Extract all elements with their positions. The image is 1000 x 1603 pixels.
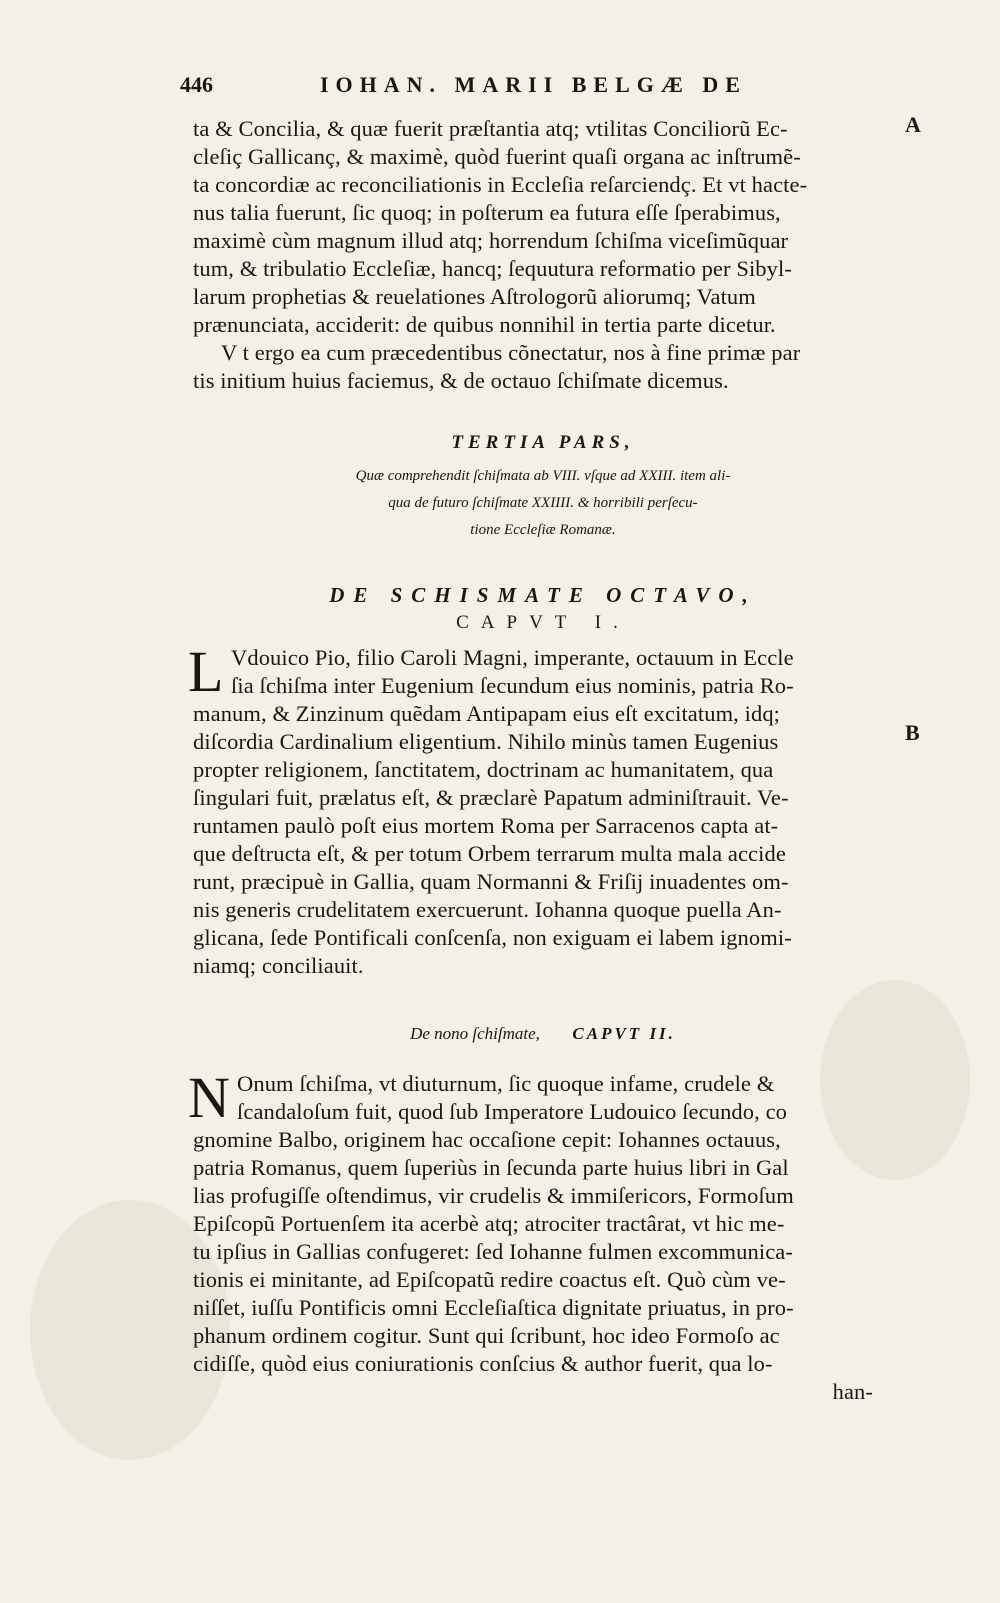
text-line: larum prophetias & reuelationes Aſtrologorũ aliorumq; Vatum [193,284,756,309]
intro-paragraph [193,115,893,395]
chapter-1-text [193,644,893,980]
text-line: phanum ordinem cogitur. Sunt qui ſcribunt, hoc ideo Formoſo ac [193,1323,780,1348]
margin-letter-a: A [905,112,921,137]
text-line: propter religionem, ſanctitatem, doctrinam ac humanitatem, qua [193,757,774,782]
text-line: ta & Concilia, & quæ fuerit præſtantia atq; vtilitas Conciliorũ Ec- [193,116,788,141]
margin-letter-b: B [905,720,920,745]
drop-cap-n: N [188,1065,230,1130]
catchword: han- [832,1379,873,1404]
chapter-2-heading [193,1024,893,1044]
text-line: cleſiç Gallicanç, & maximè, quòd fuerint quaſi organa ac inſtrumẽ- [193,144,801,169]
text-line: niſſet, iuſſu Pontificis omni Eccleſiaſtica dignitate priuatus, in pro- [193,1295,794,1320]
text-line: maximè cùm magnum illud atq; horrendum ſchiſma viceſimũquar [193,228,789,253]
text-line: runtamen paulò poſt eius mortem Roma per Sarracenos capta at- [193,813,779,838]
text-line: ſingulari fuit, prælatus eſt, & præclarè Papatum adminiſtrauit. Ve- [193,785,789,810]
running-head: IOHAN. MARII BELGÆ DE [320,72,747,97]
section-title: TERTIA PARS, [451,432,635,453]
text-line: prænunciata, acciderit: de quibus nonnihil in tertia parte dicetur. [193,312,776,337]
text-line: tis initium huius faciemus, & de octauo ſchiſmate dicemus. [193,368,729,393]
chapter-2-text [193,1070,893,1406]
text-line: patria Romanus, quem ſuperiùs in ſecunda parte huius libri in Gal [193,1155,789,1180]
text-line: Vdouico Pio, filio Caroli Magni, imperante, octauum in Eccle [231,645,794,670]
chapter-2-title: De nono ſchiſmate, [410,1024,540,1043]
subtitle-line: tione Eccleſiæ Romanæ. [470,522,616,538]
text-line: ſia ſchiſma inter Eugenium ſecundum eius nominis, patria Ro- [231,673,794,698]
subtitle-line: Quæ comprehendit ſchiſmata ab VIII. vſque ad XXIII. item ali- [355,468,731,484]
text-line: tu ipſius in Gallias confugeret: ſed Iohanne fulmen excommunica- [193,1239,793,1264]
text-line: nis generis crudelitatem exercuerunt. Iohanna quoque puella An- [193,897,782,922]
text-line: tum, & tribulatio Eccleſiæ, hancq; ſequutura reformatio per Sibyl- [193,256,792,281]
drop-cap-l: L [188,639,224,704]
page-number: 446 [180,72,213,97]
text-line: nus talia fuerunt, ſic quoq; in poſterum ea futura eſſe ſperabimus, [193,200,781,225]
chapter-1-number: CAPVT I. [456,612,630,633]
text-line: Epiſcopũ Portuenſem ita acerbè atq; atrociter tractârat, vt hic me- [193,1211,785,1236]
text-line: runt, præcipuè in Gallia, quam Normanni & Friſij inuadentes om- [193,869,789,894]
text-line: ſcandaloſum fuit, quod ſub Imperatore Ludouico ſecundo, co [237,1099,788,1124]
text-line: Onum ſchiſma, vt diuturnum, ſic quoque infame, crudele & [237,1071,775,1096]
text-line: glicana, ſede Pontificali conſcenſa, non exiguam ei labem ignomi- [193,925,792,950]
section-subtitle [193,463,893,544]
text-line: tionis ei minitante, ad Epiſcopatũ redire coactus eſt. Quò cùm ve- [193,1267,786,1292]
page-header [180,72,830,112]
subtitle-line: qua de futuro ſchiſmate XXIIII. & horribili perſecu- [388,495,698,511]
chapter-1-title: DE SCHISMATE OCTAVO, [329,583,757,607]
text-line: gnomine Balbo, originem hac occaſione cepit: Iohannes octauus, [193,1127,781,1152]
text-line: diſcordia Cardinalium eligentium. Nihilo minùs tamen Eugenius [193,729,779,754]
text-line: manum, & Zinzinum quẽdam Antipapam eius eſt excitatum, idq; [193,701,781,726]
text-line: ta concordiæ ac reconciliationis in Eccleſia reſarciendç. Et vt hacte- [193,172,808,197]
text-line: niamq; conciliauit. [193,953,364,978]
text-line: cidiſſe, quòd eius coniurationis conſcius & author fuerit, qua lo- [193,1351,773,1376]
text-line: que deſtructa eſt, & per totum Orbem terrarum multa mala accide [193,841,786,866]
chapter-2-number: CAPVT II. [572,1024,676,1043]
text-line: lias profugiſſe oſtendimus, vir crudelis & immiſericors, Formoſum [193,1183,794,1208]
text-line: V t ergo ea cum præcedentibus cõnectatur, nos à fine primæ par [221,340,801,365]
